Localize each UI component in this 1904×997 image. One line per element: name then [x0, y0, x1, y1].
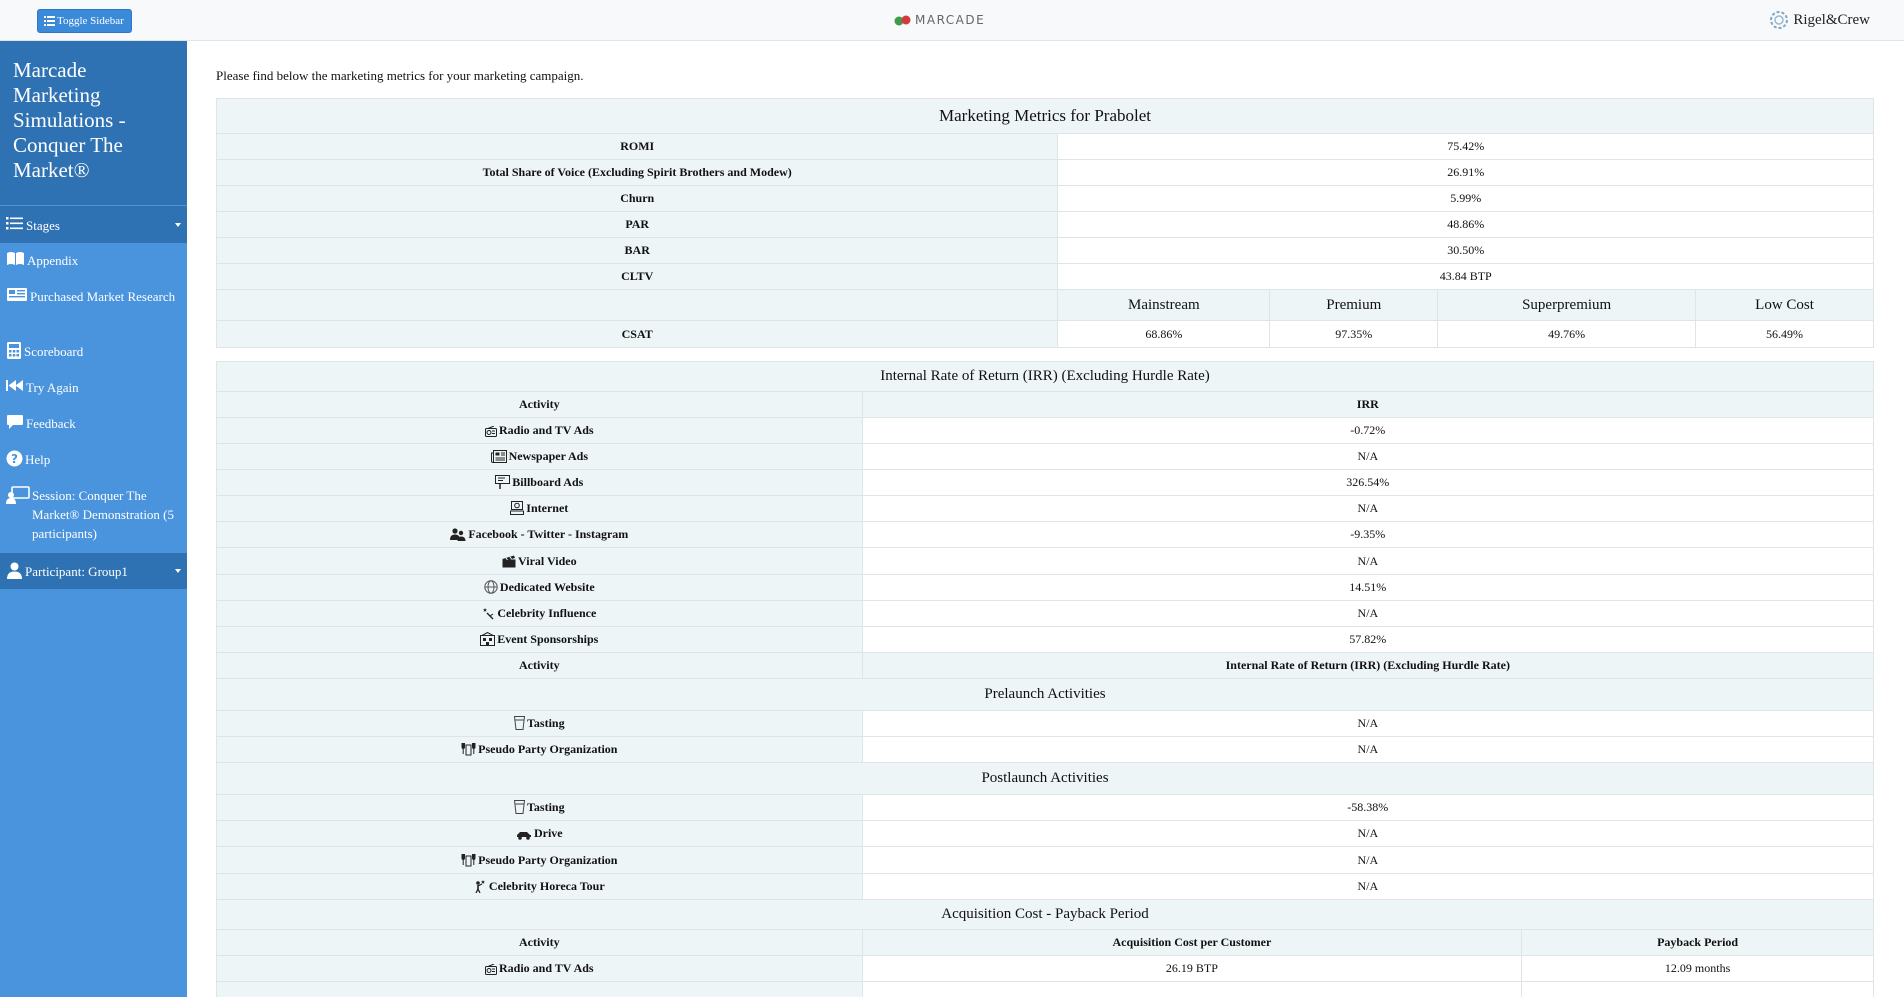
col-irr-long-header: Internal Rate of Return (IRR) (Excluding Hurdle Rate)	[862, 653, 1873, 679]
segment-header-blank	[217, 290, 1058, 321]
metric-label: BAR	[217, 238, 1058, 264]
activity-label: Radio and TV Ads	[499, 423, 594, 437]
postlaunch-caption: Postlaunch Activities	[217, 763, 1874, 795]
svg-text:?: ?	[11, 451, 18, 466]
chalkboard-user-icon	[6, 486, 30, 504]
activity-cell	[217, 627, 863, 653]
irr-value: N/A	[862, 737, 1873, 763]
col-cost-header: Acquisition Cost per Customer	[862, 930, 1522, 956]
irr-value: -9.35%	[862, 522, 1873, 548]
toggle-sidebar-label: Toggle Sidebar	[57, 15, 124, 27]
segment-header-row	[217, 290, 1874, 321]
activity-cell	[217, 548, 863, 575]
csat-value: 97.35%	[1270, 321, 1438, 348]
irr-row	[217, 418, 1874, 444]
activity-label: Drive	[533, 826, 563, 840]
irr-row	[217, 470, 1874, 496]
acquisition-cost-value	[862, 982, 1522, 997]
top-navbar	[0, 0, 1904, 41]
toggle-sidebar-button[interactable]	[37, 9, 132, 33]
col-activity-header: Activity	[217, 392, 863, 418]
party-icon	[461, 853, 476, 867]
irr-row	[217, 601, 1874, 627]
party-icon	[461, 742, 476, 756]
irr-value: -0.72%	[862, 418, 1873, 444]
csat-value: 68.86%	[1058, 321, 1270, 348]
sidebar-item-label: Scoreboard	[24, 344, 84, 359]
activity-label: Celebrity Horeca Tour	[488, 879, 605, 893]
activity-cell	[217, 982, 863, 997]
irr-subheader-row	[217, 653, 1874, 679]
csat-label: CSAT	[217, 321, 1058, 348]
acquisition-row-partial	[217, 982, 1874, 997]
metric-label: PAR	[217, 212, 1058, 238]
gear-logo-icon	[1769, 10, 1789, 30]
irr-row	[217, 821, 1874, 847]
newspaper-icon	[6, 287, 28, 302]
star-person-icon	[482, 607, 495, 620]
activity-cell	[217, 496, 863, 522]
prelaunch-caption: Prelaunch Activities	[217, 679, 1874, 711]
payback-value: 12.09 months	[1522, 956, 1874, 982]
metric-label: CLTV	[217, 264, 1058, 290]
csat-value: 49.76%	[1438, 321, 1696, 348]
acquisition-row	[217, 956, 1874, 982]
activity-cell	[217, 470, 863, 496]
sidebar-item-participant[interactable]	[0, 553, 187, 589]
irr-row	[217, 522, 1874, 548]
list-icon	[6, 216, 24, 231]
irr-row	[217, 496, 1874, 522]
irr-row	[217, 737, 1874, 763]
activity-cell	[217, 522, 863, 548]
sidebar-item-stages[interactable]	[0, 206, 187, 243]
metric-label: Total Share of Voice (Excluding Spirit Brothers and Modew)	[217, 160, 1058, 186]
list-icon	[44, 16, 55, 26]
chevron-down-icon	[175, 569, 181, 573]
col-payback-header: Payback Period	[1522, 930, 1874, 956]
calculator-icon	[6, 342, 22, 359]
radio-icon	[485, 426, 497, 437]
marcade-logo-mark	[894, 15, 912, 26]
col-irr-header: IRR	[862, 392, 1873, 418]
event-icon	[480, 632, 495, 646]
metrics-caption: Marketing Metrics for Prabolet	[217, 99, 1874, 134]
rewind-icon	[6, 378, 24, 393]
activity-cell	[217, 575, 863, 601]
activity-label: Pseudo Party Organization	[478, 852, 618, 867]
acquisition-cost-value: 26.19 BTP	[862, 956, 1522, 982]
question-circle-icon	[6, 450, 23, 467]
sidebar-item-help[interactable]	[0, 442, 187, 478]
marcade-logo-text: MARCADE	[915, 13, 986, 27]
activity-label: Tasting	[527, 716, 565, 730]
intro-text: Please find below the marketing metrics for your marketing campaign.	[216, 68, 584, 83]
irr-value: -58.38%	[862, 795, 1873, 821]
csat-row	[217, 321, 1874, 348]
sidebar-item-label: Feedback	[26, 416, 76, 431]
irr-value: N/A	[862, 821, 1873, 847]
activity-label: Tasting	[527, 800, 565, 814]
activity-cell	[217, 795, 863, 821]
sidebar-item-label: Help	[25, 452, 51, 467]
activity-label: Celebrity Influence	[497, 606, 597, 620]
activity-label: Newspaper Ads	[508, 449, 589, 463]
rigel-crew-brand[interactable]	[1769, 10, 1870, 30]
sidebar-title: Marcade Marketing Simulations - Conquer The Market®	[0, 41, 187, 205]
payback-value	[1522, 982, 1874, 997]
segment-header: Mainstream	[1058, 290, 1270, 321]
activity-label: Viral Video	[518, 553, 577, 568]
irr-header-row	[217, 392, 1874, 418]
irr-row	[217, 575, 1874, 601]
sidebar	[0, 41, 187, 997]
irr-value: N/A	[862, 601, 1873, 627]
sidebar-item-label: Purchased Market Research	[30, 289, 176, 304]
sidebar-item-label: Appendix	[27, 253, 79, 268]
irr-value: N/A	[862, 874, 1873, 900]
activity-label: Event Sponsorships	[497, 632, 599, 646]
metric-value: 26.91%	[1058, 160, 1874, 186]
activity-label: Pseudo Party Organization	[478, 742, 618, 756]
metric-row	[217, 212, 1874, 238]
metric-row	[217, 264, 1874, 290]
irr-row	[217, 847, 1874, 874]
activity-cell	[217, 418, 863, 444]
irr-row	[217, 795, 1874, 821]
radio-icon	[485, 964, 497, 975]
col-activity-header: Activity	[217, 653, 863, 679]
activity-cell	[217, 847, 863, 874]
activity-cell	[217, 444, 863, 470]
metric-label: ROMI	[217, 134, 1058, 160]
irr-row	[217, 874, 1874, 900]
sidebar-item-try-again[interactable]	[0, 370, 187, 406]
irr-caption: Internal Rate of Return (IRR) (Excluding Hurdle Rate)	[217, 362, 1874, 392]
marketing-metrics-table	[216, 98, 1874, 348]
activity-cell	[217, 737, 863, 763]
activity-cell	[217, 711, 863, 737]
clapperboard-icon	[502, 555, 516, 568]
sidebar-item-label: Try Again	[26, 380, 79, 395]
star-person-icon	[474, 879, 487, 893]
irr-value: N/A	[862, 711, 1873, 737]
glass-icon	[514, 800, 525, 814]
irr-value: 14.51%	[862, 575, 1873, 601]
metric-row	[217, 238, 1874, 264]
sidebar-item-session[interactable]	[0, 478, 187, 553]
computer-icon	[510, 501, 524, 515]
csat-value: 56.49%	[1696, 321, 1874, 348]
sidebar-item-label: Session: Conquer The Market® Demonstration (5 participants)	[32, 488, 175, 541]
activity-cell	[217, 956, 863, 982]
sidebar-item-appendix[interactable]	[0, 243, 187, 279]
irr-table	[216, 361, 1874, 997]
irr-row	[217, 711, 1874, 737]
metric-row	[217, 134, 1874, 160]
metric-value: 43.84 BTP	[1058, 264, 1874, 290]
irr-value: N/A	[862, 847, 1873, 874]
book-icon	[6, 251, 25, 266]
car-icon	[516, 830, 532, 840]
chevron-down-icon	[175, 223, 181, 227]
metric-row	[217, 160, 1874, 186]
acquisition-caption: Acquisition Cost - Payback Period	[217, 900, 1874, 930]
sidebar-item-scoreboard[interactable]	[0, 334, 187, 370]
metric-value: 30.50%	[1058, 238, 1874, 264]
segment-header: Premium	[1270, 290, 1438, 321]
sidebar-item-purchased-market-research[interactable]	[0, 279, 187, 334]
acquisition-header-row	[217, 930, 1874, 956]
irr-value: N/A	[862, 496, 1873, 522]
metric-label: Churn	[217, 186, 1058, 212]
segment-header: Superpremium	[1438, 290, 1696, 321]
activity-label: Dedicated Website	[499, 580, 595, 594]
col-activity-header: Activity	[217, 930, 863, 956]
billboard-icon	[495, 475, 510, 489]
activity-cell	[217, 821, 863, 847]
user-icon	[6, 562, 23, 579]
metric-row	[217, 186, 1874, 212]
segment-header: Low Cost	[1696, 290, 1874, 321]
comment-icon	[6, 414, 24, 430]
glass-icon	[514, 716, 525, 730]
irr-value: 326.54%	[862, 470, 1873, 496]
activity-label: Radio and TV Ads	[499, 961, 594, 975]
newspaper-icon	[491, 450, 507, 463]
irr-row	[217, 627, 1874, 653]
sidebar-item-label: Stages	[26, 218, 60, 233]
marcade-logo[interactable]	[894, 13, 985, 27]
activity-label: Billboard Ads	[512, 475, 584, 489]
irr-value: N/A	[862, 444, 1873, 470]
sidebar-item-label: Participant: Group1	[25, 564, 128, 579]
metric-value: 75.42%	[1058, 134, 1874, 160]
brand-name: Rigel&Crew	[1793, 11, 1870, 28]
activity-label: Internet	[526, 501, 569, 515]
irr-row	[217, 548, 1874, 575]
sidebar-item-feedback[interactable]	[0, 406, 187, 442]
irr-value: 57.82%	[862, 627, 1873, 653]
irr-value: N/A	[862, 548, 1873, 575]
globe-icon	[484, 580, 498, 594]
activity-cell	[217, 874, 863, 900]
activity-cell	[217, 601, 863, 627]
people-icon	[450, 528, 466, 541]
activity-label: Facebook - Twitter - Instagram	[468, 527, 629, 541]
irr-row	[217, 444, 1874, 470]
metric-value: 48.86%	[1058, 212, 1874, 238]
metric-value: 5.99%	[1058, 186, 1874, 212]
